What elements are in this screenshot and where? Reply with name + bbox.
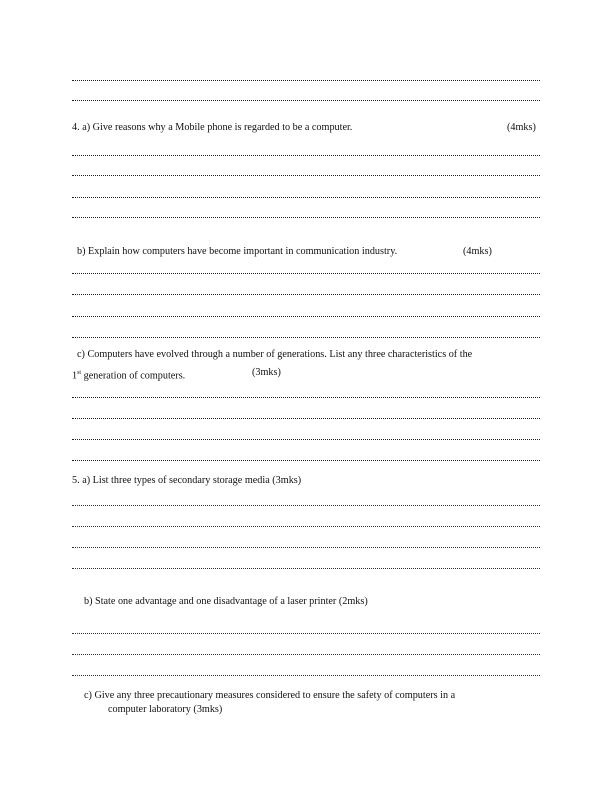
question-4b: b) Explain how computers have become important in communication industry. [77,246,398,257]
answer-line[interactable] [72,273,540,274]
answer-line[interactable] [72,337,540,338]
question-5c-line1: c) Give any three precautionary measures considered to ensure the safety of computers in a [84,690,456,701]
answer-line[interactable] [72,568,540,569]
question-4a-marks: (4mks) [507,122,536,133]
answer-line[interactable] [72,397,540,398]
question-4c-line1: c) Computers have evolved through a number of generations. List any three characteristics of the [77,349,473,360]
answer-line[interactable] [72,175,540,176]
answer-line[interactable] [72,505,540,506]
question-4b-marks: (4mks) [463,246,492,257]
answer-line[interactable] [72,675,540,676]
ordinal-number: 1 [72,370,78,382]
ordinal-suffix: st [77,370,82,376]
answer-line[interactable] [72,526,540,527]
answer-line[interactable] [72,633,540,634]
answer-line[interactable] [72,80,540,81]
answer-line[interactable] [72,316,540,317]
question-4c-marks: (3mks) [252,367,281,378]
question-5c-line2: computer laboratory (3mks) [108,704,223,715]
answer-line[interactable] [72,654,540,655]
answer-line[interactable] [72,418,540,419]
answer-line[interactable] [72,100,540,101]
question-5b: b) State one advantage and one disadvantage of a laser printer (2mks) [84,596,368,607]
question-4c-line2 [72,367,185,382]
question-4a: 4. a) Give reasons why a Mobile phone is regarded to be a computer. [72,122,353,133]
question-5a: 5. a) List three types of secondary storage media (3mks) [72,475,302,486]
answer-line[interactable] [72,439,540,440]
answer-line[interactable] [72,460,540,461]
answer-line[interactable] [72,197,540,198]
answer-line[interactable] [72,217,540,218]
answer-line[interactable] [72,294,540,295]
answer-line[interactable] [72,155,540,156]
question-4c-text: generation of computers. [81,370,186,382]
answer-line[interactable] [72,547,540,548]
